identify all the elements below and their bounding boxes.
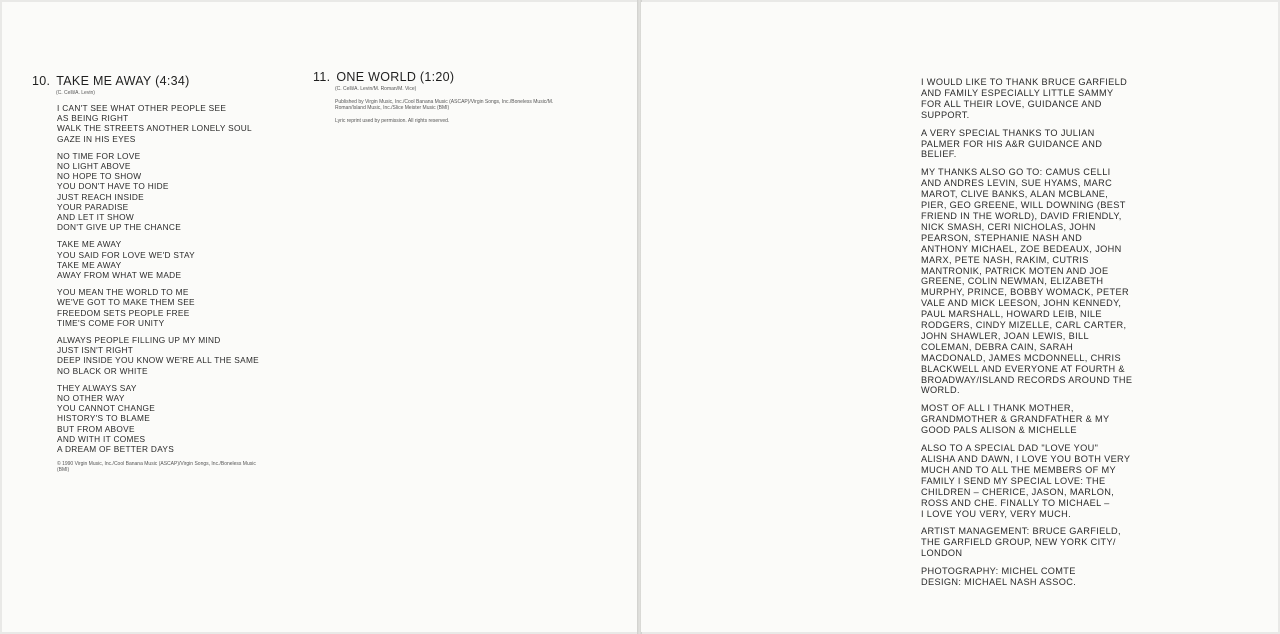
- text-line: NO BLACK OR WHITE: [57, 365, 148, 376]
- text-line: GAZE IN HIS EYES: [57, 133, 136, 144]
- text-line: ANTHONY MICHAEL, ZOE BEDEAUX, JOHN: [921, 243, 1122, 254]
- text-line: YOU MEAN THE WORLD TO ME: [57, 287, 189, 298]
- text-line: TIME'S COME FOR UNITY: [57, 317, 165, 328]
- text-line: SUPPORT.: [921, 109, 970, 120]
- text-line: ALSO TO A SPECIAL DAD "LOVE YOU": [921, 443, 1099, 454]
- text-line: FAMILY I SEND MY SPECIAL LOVE: THE: [921, 475, 1106, 486]
- text-line: NO LIGHT ABOVE: [57, 161, 131, 172]
- right-page: [641, 2, 1278, 632]
- song-11-title-text: ONE WORLD (1:20): [336, 70, 455, 84]
- text-line: BLACKWELL AND EVERYONE AT FOURTH &: [921, 363, 1125, 374]
- text-line: WORLD.: [921, 385, 960, 396]
- text-line: MURPHY, PRINCE, BOBBY WOMACK, PETER: [921, 287, 1129, 298]
- lyric-stanza: [57, 383, 302, 454]
- text-line: YOU DON'T HAVE TO HIDE: [57, 181, 169, 192]
- text-line: DESIGN: MICHAEL NASH ASSOC.: [921, 577, 1077, 588]
- lyric-stanza: [57, 103, 302, 144]
- text-line: MUCH AND TO ALL THE MEMBERS OF MY: [921, 464, 1116, 475]
- text-line: MOST OF ALL I THANK MOTHER,: [921, 403, 1074, 414]
- text-line: NO HOPE TO SHOW: [57, 171, 142, 182]
- song-11-permission: Lyric reprint used by permission. All rights reserved.: [335, 118, 450, 124]
- text-line: DEEP INSIDE YOU KNOW WE'RE ALL THE SAME: [57, 355, 260, 366]
- text-line: GOOD PALS ALISON & MICHELLE: [921, 425, 1077, 436]
- song-10-number: 10.: [32, 74, 51, 88]
- text-line: LONDON: [921, 548, 963, 559]
- text-line: YOUR PARADISE: [57, 201, 129, 212]
- text-line: MAROT, CLIVE BANKS, ALAN MCBLANE,: [921, 189, 1109, 200]
- song-10-title-text: TAKE ME AWAY (4:34): [56, 74, 190, 88]
- text-line: PAUL MARSHALL, HOWARD LEIB, NILE: [921, 309, 1102, 320]
- text-line: JUST REACH INSIDE: [57, 191, 145, 202]
- text-line: CHILDREN – CHERICE, JASON, MARLON,: [921, 486, 1115, 497]
- text-line: A VERY SPECIAL THANKS TO JULIAN: [921, 127, 1095, 138]
- text-line: AND LET IT SHOW: [57, 212, 135, 223]
- text-line: MANTRONIK, PATRICK MOTEN AND JOE: [921, 265, 1109, 276]
- text-line: JOHN SHAWLER, JOAN LEWIS, BILL: [921, 330, 1089, 341]
- thanks-paragraph: [921, 403, 1177, 436]
- song-11-credits: (C. Celli/A. Levin/M. Roman/M. Vice): [335, 86, 417, 92]
- text-line: YOU SAID FOR LOVE WE'D STAY: [57, 249, 195, 260]
- song-11-title: [313, 70, 583, 84]
- text-line: WE'VE GOT TO MAKE THEM SEE: [57, 297, 195, 308]
- text-line: ALWAYS PEOPLE FILLING UP MY MIND: [57, 335, 221, 346]
- text-line: AND ANDRES LEVIN, SUE HYAMS, MARC: [921, 178, 1113, 189]
- text-line: YOU CANNOT CHANGE: [57, 403, 156, 414]
- text-line: I LOVE YOU VERY, VERY MUCH.: [921, 508, 1072, 519]
- text-line: AS BEING RIGHT: [57, 113, 129, 124]
- thanks-paragraph: [921, 566, 1177, 588]
- text-line: JUST ISN'T RIGHT: [57, 345, 134, 356]
- text-line: THEY ALWAYS SAY: [57, 382, 137, 393]
- text-line: TAKE ME AWAY: [57, 239, 122, 250]
- lyric-stanza: [57, 239, 302, 280]
- song-11-number: 11.: [313, 70, 331, 84]
- text-line: NICK SMASH, CERI NICHOLAS, JOHN: [921, 221, 1096, 232]
- song-10-lyrics: [57, 103, 302, 454]
- text-line: PIER, GEO GREENE, WILL DOWNING (BEST: [921, 200, 1126, 211]
- text-line: GREENE, COLIN NEWMAN, ELIZABETH: [921, 276, 1104, 287]
- text-line: NO TIME FOR LOVE: [57, 150, 141, 161]
- thanks-paragraph: [921, 128, 1177, 161]
- lyric-stanza: [57, 287, 302, 328]
- song-10-copyright: © 1990 Virgin Music, Inc./Cool Banana Music (ASCAP)/Virgin Songs, Inc./Boneless Music (BMI): [57, 461, 256, 474]
- text-line: PEARSON, STEPHANIE NASH AND: [921, 232, 1083, 243]
- text-line: WALK THE STREETS ANOTHER LONELY SOUL: [57, 123, 252, 134]
- text-line: PALMER FOR HIS A&R GUIDANCE AND: [921, 138, 1103, 149]
- thanks-paragraph: [921, 443, 1177, 519]
- lyric-stanza: [57, 151, 302, 233]
- song-11-publisher: Published by Virgin Music, Inc./Cool Banana Music (ASCAP)/Virgin Songs, Inc./Boneless Music/M. Roman/Island Music, Inc./Slice Meister Music (BMI): [335, 99, 554, 111]
- text-line: AND WITH IT COMES: [57, 433, 146, 444]
- text-line: HISTORY'S TO BLAME: [57, 413, 151, 424]
- song-10-title: [32, 74, 302, 88]
- thanks-paragraph: [921, 167, 1177, 396]
- song-10-credits: (C. Celli/A. Levin): [56, 90, 95, 96]
- text-line: FREEDOM SETS PEOPLE FREE: [57, 307, 190, 318]
- text-line: A DREAM OF BETTER DAYS: [57, 444, 175, 455]
- text-line: ALISHA AND DAWN, I LOVE YOU BOTH VERY: [921, 454, 1131, 464]
- text-line: THE GARFIELD GROUP, NEW YORK CITY/: [921, 537, 1116, 548]
- text-line: I CAN'T SEE WHAT OTHER PEOPLE SEE: [57, 103, 227, 113]
- text-line: PHOTOGRAPHY: MICHEL COMTE: [921, 566, 1076, 577]
- thanks-paragraph: [921, 526, 1177, 559]
- text-line: GRANDMOTHER & GRANDFATHER & MY: [921, 414, 1110, 425]
- text-line: NO OTHER WAY: [57, 393, 125, 404]
- text-line: AWAY FROM WHAT WE MADE: [57, 270, 182, 281]
- text-line: AND FAMILY ESPECIALLY LITTLE SAMMY: [921, 87, 1114, 98]
- text-line: MACDONALD, JAMES MCDONNELL, CHRIS: [921, 352, 1121, 363]
- text-line: TAKE ME AWAY: [57, 259, 122, 270]
- text-line: ROSS AND CHE. FINALLY TO MICHAEL –: [921, 497, 1110, 508]
- song-11-column: [313, 70, 583, 124]
- text-line: RODGERS, CINDY MIZELLE, CARL CARTER,: [921, 320, 1127, 331]
- text-line: MARX, PETE NASH, RAKIM, CUTRIS: [921, 254, 1089, 265]
- text-line: FOR ALL THEIR LOVE, GUIDANCE AND: [921, 98, 1102, 109]
- text-line: ARTIST MANAGEMENT: BRUCE GARFIELD,: [921, 526, 1121, 537]
- text-line: BROADWAY/ISLAND RECORDS AROUND THE: [921, 374, 1133, 385]
- text-line: BELIEF.: [921, 149, 957, 160]
- text-line: VALE AND MICK LEESON, JOHN KENNEDY,: [921, 298, 1122, 309]
- text-line: MY THANKS ALSO GO TO: CAMUS CELLI: [921, 167, 1111, 178]
- lyric-stanza: [57, 335, 302, 376]
- left-page: [2, 2, 638, 632]
- thanks-paragraph: [921, 77, 1177, 121]
- song-10-column: [32, 74, 302, 473]
- text-line: I WOULD LIKE TO THANK BRUCE GARFIELD: [921, 77, 1128, 87]
- text-line: DON'T GIVE UP THE CHANCE: [57, 222, 182, 233]
- text-line: FRIEND IN THE WORLD), DAVID FRIENDLY,: [921, 210, 1122, 221]
- thanks-column: [921, 77, 1177, 595]
- text-line: COLEMAN, DEBRA CAIN, SARAH: [921, 341, 1074, 352]
- text-line: BUT FROM ABOVE: [57, 423, 135, 434]
